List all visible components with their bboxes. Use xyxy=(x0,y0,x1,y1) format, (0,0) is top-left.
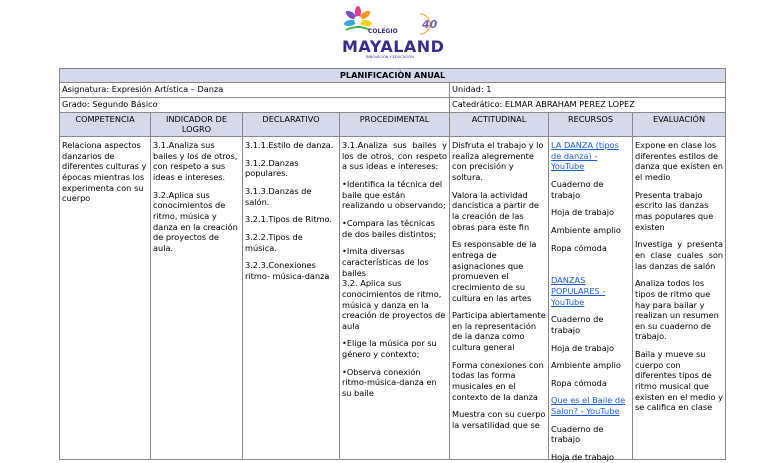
evaluacion-item: Expone en clase los diferentes estilos de danza que existen en el medio xyxy=(635,139,723,182)
procedimental-item: •Observa conexión ritmo-música-danza en su baile xyxy=(342,366,437,399)
logo-tagline: INNOVACIÓN Y EDUCACIÓN xyxy=(366,55,414,59)
video-link-baile-de-salon[interactable]: Que es el Baile de Salon? - YouTube xyxy=(551,395,626,417)
recurso-item: Ambiente amplio xyxy=(551,224,621,235)
procedimental-item: •Elige la música por su género y contexto; xyxy=(342,338,437,360)
evaluacion-item: Analiza todos los tipos de ritmo que hay para bailar y realizan un resumen en su cuaderno de trabajo. xyxy=(635,278,719,342)
actitudinal-item: Disfruta el trabajo y lo realiza alegremente con precisión y soltura. xyxy=(452,139,544,182)
header-evaluacion: EVALUACIÓN xyxy=(633,112,726,136)
declarativo-item: 3.1.1.Estilo de danza. xyxy=(245,139,334,150)
video-link-danzas-populares[interactable]: DANZAS POPULARES - YouTube xyxy=(551,275,606,307)
recurso-item: Cuaderno de trabajo xyxy=(551,314,604,335)
header-recursos: RECURSOS xyxy=(549,112,633,136)
actitudinal-cell xyxy=(450,136,549,459)
recurso-item: Cuaderno de trabajo xyxy=(551,178,604,200)
procedimental-item: •Imita diversas características de los bailes xyxy=(342,246,429,278)
evaluacion-item: Presenta trabajo escrito las danzas mas populares que existen xyxy=(635,189,714,232)
actitudinal-item: Es responsable de la entrega de asignaciones que promueven el crecimiento de su cultura en las artes xyxy=(452,239,537,303)
competencia-cell xyxy=(60,136,151,459)
procedimental-item: •Identifica la técnica del baile que están realizando u observando; xyxy=(342,178,446,211)
indicador-item: 3.1.Analiza sus bailes y los de otros, con respeto a sus ideas e intereses. xyxy=(153,139,238,182)
recurso-item: Hoja de trabajo xyxy=(551,452,614,463)
declarativo-item: 3.1.2.Danzas populares. xyxy=(245,157,299,179)
planning-table xyxy=(59,68,726,463)
evaluacion-item: Baila y mueve su cuerpo con diferentes tipos de ritmo musical que existen en el medio y se califica en clase xyxy=(635,349,724,413)
recurso-item: Hoja de trabajo xyxy=(551,207,614,218)
logo-anniversary: 40 xyxy=(422,18,438,31)
declarativo-item: 3.2.1.Tipos de Ritmo. xyxy=(245,214,332,225)
document-title: PLANIFICACIÒN ANUAL xyxy=(60,69,726,83)
recurso-item: Hoja de trabajo xyxy=(551,342,614,353)
competencia-text: Relaciona aspectos danzarios de diferentes culturas y épocas mientras los experimenta con su cuerpo xyxy=(62,139,147,204)
procedimental-item: 3.2. Aplica sus conocimientos de ritmo, música y danza en la creación de proyectos de aula xyxy=(342,278,446,331)
header-actitudinal: ACTITUDINAL xyxy=(450,112,549,136)
asignatura-field: Asignatura: Expresión Artística – Danza xyxy=(60,82,450,97)
recursos-cell xyxy=(549,136,633,463)
procedimental-item: •Compara las técnicas de dos bailes distintos; xyxy=(342,217,437,239)
evaluacion-item: Investiga y presenta en clase cuales son las danzas de salón xyxy=(635,239,724,271)
grado-field: Grado: Segundo Básico xyxy=(60,97,450,112)
header-indicador: INDICADOR DE LOGRO xyxy=(151,112,243,136)
recurso-item: Ambiente amplio xyxy=(551,360,621,371)
actitudinal-item: Valora la actividad dancística a partir de la creación de las obras para este fin xyxy=(452,189,539,232)
recurso-item: Cuaderno de trabajo xyxy=(551,423,604,445)
declarativo-item: 3.2.3.Conexiones ritmo- música-danza xyxy=(245,260,330,281)
declarativo-item: 3.2.2.Tipos de música. xyxy=(245,231,303,253)
logo-colegio-text: COLEGIO xyxy=(368,28,398,35)
header-competencia: COMPETENCIA xyxy=(60,112,151,136)
unidad-field: Unidad: 1 xyxy=(450,82,726,97)
indicador-item: 3.2.Aplica sus conocimientos de ritmo, música y danza en la creación de proyectos de aula. xyxy=(153,189,238,253)
header-declarativo: DECLARATIVO xyxy=(243,112,340,136)
declarativo-cell xyxy=(243,136,340,459)
school-logo xyxy=(336,4,448,64)
actitudinal-item: Forma conexiones con todas las forma musicales en el contexto de la danza xyxy=(452,359,544,402)
declarativo-item: 3.1.3.Danzas de salón. xyxy=(245,185,312,207)
actitudinal-item: Muestra con su cuerpo la versatilidad que se xyxy=(452,409,546,431)
procedimental-cell xyxy=(340,136,450,459)
recurso-item: Ropa cómoda xyxy=(551,242,607,253)
actitudinal-item: Participa abiertamente en la representación de la danza como cultura general xyxy=(452,310,546,353)
logo-name: MAYALAND xyxy=(342,37,445,56)
indicador-cell xyxy=(151,136,243,459)
evaluacion-cell xyxy=(633,136,726,459)
recurso-item: Ropa cómoda xyxy=(551,377,607,388)
header-procedimental: PROCEDIMENTAL xyxy=(340,112,450,136)
catedratico-field: Catedrático: ELMAR ABRAHAM PEREZ LOPEZ xyxy=(450,97,726,112)
procedimental-item: 3.1.Analiza sus bailes y los de otros, con respeto a sus ideas e intereses: xyxy=(342,139,447,172)
video-link-la-danza[interactable]: LA DANZA (tipos de danza) - YouTube xyxy=(551,139,619,172)
